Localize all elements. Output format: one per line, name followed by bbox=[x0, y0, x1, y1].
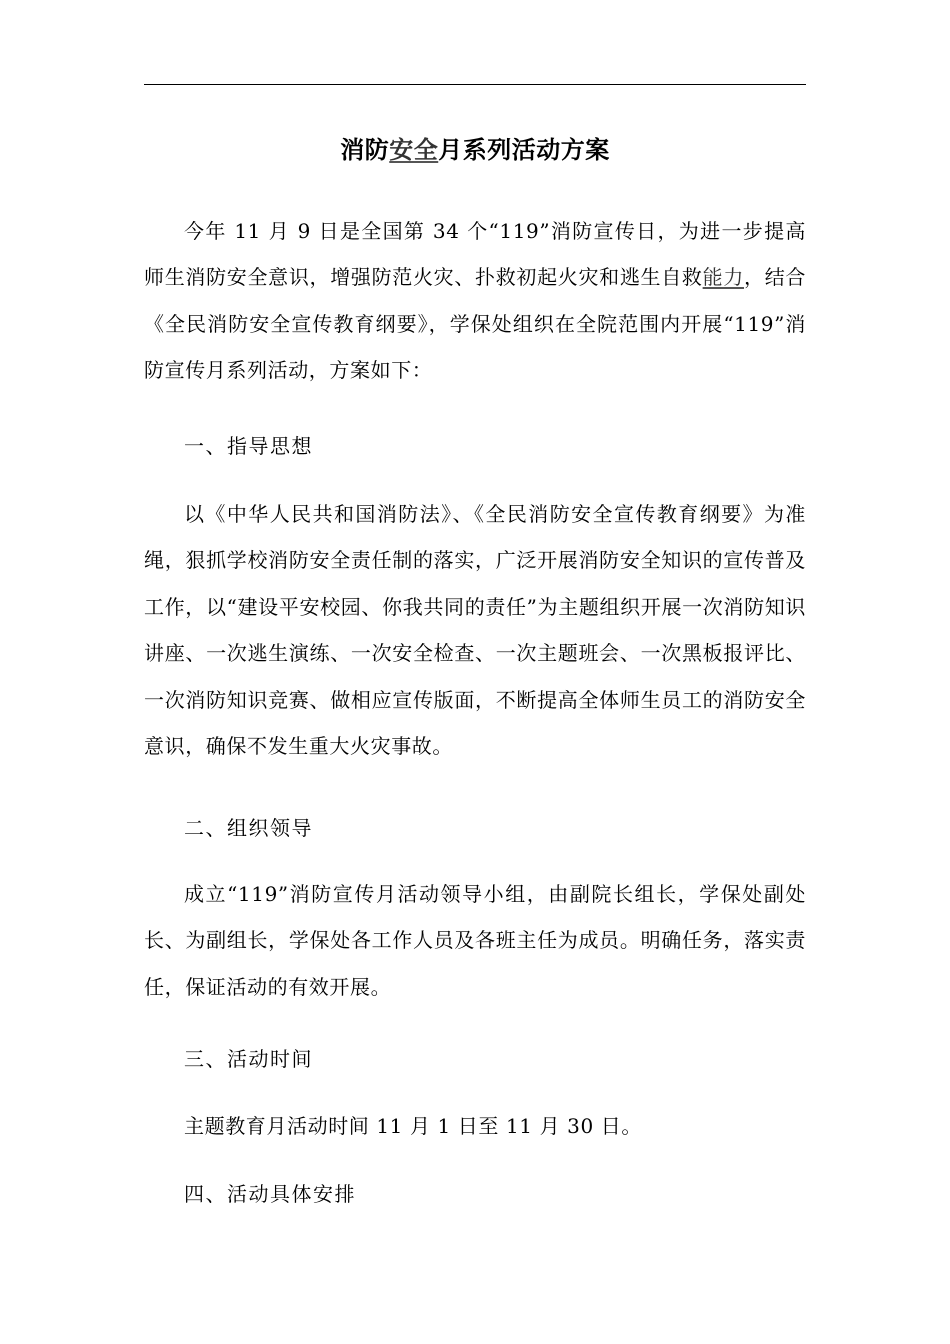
intro-underlined-word: 能力 bbox=[702, 265, 745, 290]
page-title bbox=[0, 132, 950, 168]
header-rule bbox=[144, 84, 806, 85]
section-body-organization: 成立“119”消防宣传月活动领导小组，由副院长组长，学保处副处长、为副组长，学保处各工作人员及各班主任为成员。明确任务，落实责任，保证活动的有效开展。 bbox=[144, 882, 806, 999]
title-part-1: 消防 bbox=[340, 136, 390, 164]
section-body-time: 主题教育月活动时间 11 月 1 日至 11 月 30 日。 bbox=[184, 1114, 642, 1138]
section-heading-organization: 二、组织领导 bbox=[184, 816, 313, 840]
section-heading-time: 三、活动时间 bbox=[184, 1047, 313, 1071]
section-heading-arrangement: 四、活动具体安排 bbox=[184, 1182, 356, 1206]
intro-text-1: 今年 11 月 9 日是全国第 34 个“119”消防宣传日，为进一步提高师生消防安全意识，增强防范火灾、扑救初起火灾和逃生自救 bbox=[144, 219, 806, 290]
intro-text-2: ，结合《全民消防安全宣传教育纲要》，学保处组织在全院范围内开展“119”消防宣传月系列活动，方案如下： bbox=[144, 265, 806, 383]
section-heading-guiding: 一、指导思想 bbox=[184, 434, 313, 458]
section-body-guiding: 以《中华人民共和国消防法》、《全民消防安全宣传教育纲要》为准绳，狠抓学校消防安全责任制的落实，广泛开展消防安全知识的宣传普及工作，以“建设平安校园、你我共同的责任”为主题组织开展一次消防知识讲座、一次逃生演练、一次安全检查、一次主题班会、一次黑板报评比、一次消防知识竞赛、做相应宣传版面，不断提高全体师生员工的消防安全意识，确保不发生重大火灾事故。 bbox=[144, 502, 806, 759]
intro-paragraph bbox=[144, 208, 806, 394]
title-part-3: 月系列活动方案 bbox=[438, 136, 610, 164]
title-underlined-word: 安全 bbox=[389, 136, 439, 164]
